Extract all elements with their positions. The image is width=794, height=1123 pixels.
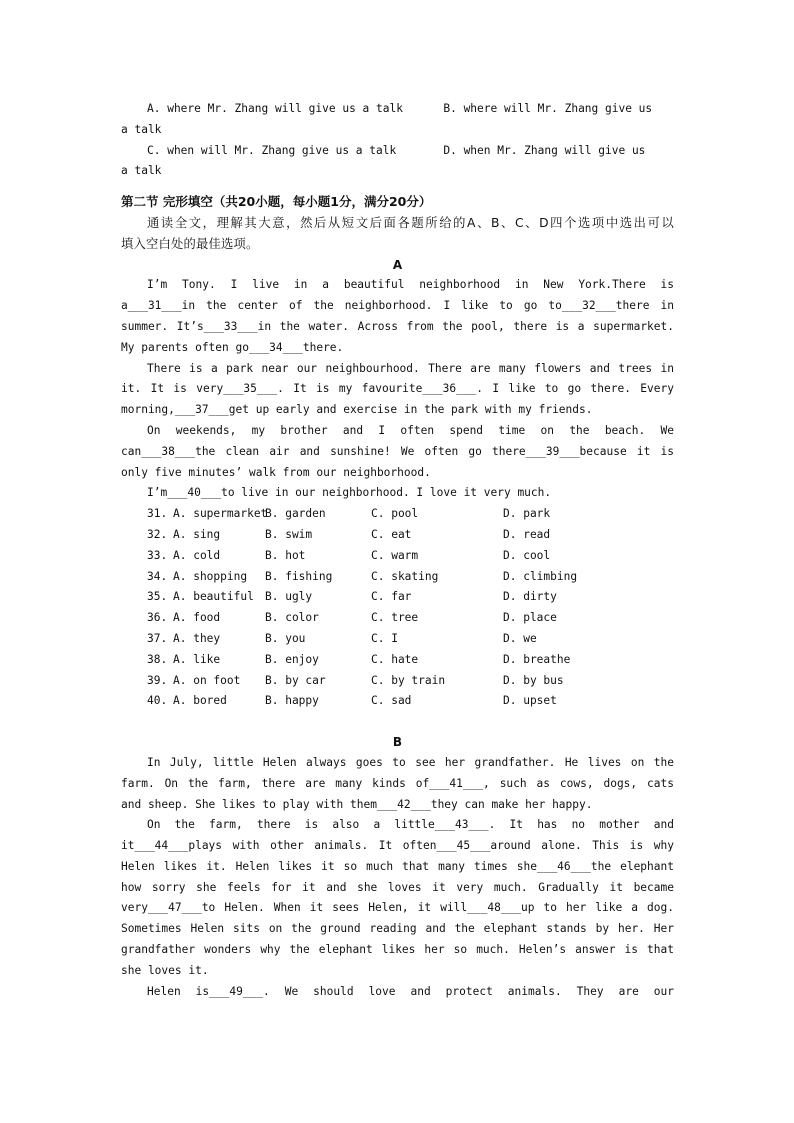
section-heading: 第二节 完形填空（共20小题，每小题1分，满分20分）: [121, 194, 432, 210]
option-c: C. tree: [371, 611, 419, 625]
question-number: 31.: [147, 507, 168, 521]
question-number: 38.: [147, 652, 168, 666]
option-b: B. happy: [265, 694, 319, 708]
option-row: [121, 671, 674, 692]
option-row: [121, 504, 674, 525]
question-number: 34.: [147, 569, 168, 583]
option-c: C. by train: [371, 673, 446, 687]
option-row: [121, 650, 674, 671]
option-c: C. eat: [371, 527, 412, 541]
option-b: B. ugly: [265, 590, 313, 604]
option-b: B. garden: [265, 507, 326, 521]
option-d: D. place: [503, 611, 557, 625]
option-row: [121, 546, 674, 567]
passage-line: I’m Tony. I live in a beautiful neighborhood in New York.There is: [147, 278, 674, 292]
passage-line: it___44___plays with other animals. It often___45___around alone. This is why: [121, 839, 674, 853]
option-a: A. on foot: [173, 673, 241, 687]
option-a: A. food: [173, 611, 221, 625]
option-d: D. we: [503, 631, 537, 645]
option-b: B. you: [265, 631, 306, 645]
option-a: A. supermarket: [173, 507, 268, 521]
option-d: D. breathe: [503, 652, 571, 666]
option-line-ab: A. where Mr. Zhang will give us a talk B. where will Mr. Zhang give us: [147, 102, 653, 115]
section-instruction-2: 填入空白处的最佳选项。: [121, 236, 259, 251]
option-row: [121, 608, 674, 629]
question-number: 40.: [147, 694, 168, 708]
option-d: D. cool: [503, 548, 551, 562]
passage-line: how sorry she feels for it and she loves it very much. Gradually it became: [121, 880, 674, 894]
passage-line: Helen likes it. Helen likes it so much that many times she___46___the elephant: [121, 859, 674, 873]
option-d: D. dirty: [503, 590, 557, 604]
question-number: 32.: [147, 527, 168, 541]
passage-line: On the farm, there is also a little___43___. It has no mother and: [147, 818, 674, 832]
previous-question-options: [121, 99, 674, 182]
question-number: 39.: [147, 673, 168, 687]
passage-line: Sometimes Helen sits on the ground reading and the elephant stands by her. Her: [121, 922, 674, 936]
option-a: A. sing: [173, 527, 221, 541]
option-a: A. like: [173, 652, 221, 666]
passage-line: My parents often go___34___there.: [121, 340, 344, 354]
option-d: D. by bus: [503, 673, 564, 687]
passage-a-options: [121, 504, 674, 712]
option-b: B. enjoy: [265, 652, 319, 666]
option-d: D. upset: [503, 694, 557, 708]
option-a: A. cold: [173, 548, 221, 562]
passage-line: In July, little Helen always goes to see her grandfather. He lives on the: [147, 755, 674, 769]
option-c: C. far: [371, 590, 412, 604]
passage-line: a___31___in the center of the neighborhood. I like to go to___32___there in: [121, 299, 674, 313]
option-c: C. pool: [371, 507, 419, 521]
option-a: A. shopping: [173, 569, 248, 583]
option-line-cd-cont: a talk: [121, 164, 162, 178]
passage-line: it. It is very___35___. It is my favourite___36___. I like to go there. Every: [121, 382, 674, 396]
option-b: B. swim: [265, 527, 313, 541]
option-c: C. skating: [371, 569, 439, 583]
option-line-cd: C. when will Mr. Zhang give us a talk D. when Mr. Zhang will give us: [147, 143, 646, 157]
passage-line: Helen is___49___. We should love and protect animals. They are our: [147, 984, 674, 998]
question-number: 37.: [147, 631, 168, 645]
option-a: A. bored: [173, 694, 227, 708]
option-row: [121, 629, 674, 650]
passage-line: and sheep. She likes to play with them___42___they can make her happy.: [121, 797, 593, 811]
option-c: C. I: [371, 631, 398, 645]
option-d: D. climbing: [503, 569, 578, 583]
option-b: B. color: [265, 611, 319, 625]
passage-a-label: A: [392, 257, 403, 272]
question-number: 33.: [147, 548, 168, 562]
option-d: D. park: [503, 507, 551, 521]
option-b: B. by car: [265, 673, 326, 687]
passage-line: On weekends, my brother and I often spend time on the beach. We: [147, 423, 674, 437]
option-a: A. beautiful: [173, 590, 254, 604]
option-row: [121, 567, 674, 588]
passage-line: morning,___37___get up early and exercise in the park with my friends.: [121, 403, 593, 417]
passage-line: can___38___the clean air and sunshine! We often go there___39___because it is: [121, 444, 674, 458]
passage-b-text: [121, 753, 674, 1003]
option-c: C. hate: [371, 652, 419, 666]
section-instruction-1: 通读全文，理解其大意，然后从短文后面各题所给的A、B、C、D四个选项中选出可以: [147, 215, 674, 230]
option-line-ab-cont: a talk: [121, 122, 162, 136]
option-c: C. warm: [371, 548, 419, 562]
passage-line: only five minutes’ walk from our neighborhood.: [121, 465, 431, 479]
option-row: [121, 587, 674, 608]
option-c: C. sad: [371, 694, 412, 708]
option-row: [121, 525, 674, 546]
passage-line: farm. On the farm, there are many kinds of___41___, such as cows, dogs, cats: [121, 776, 674, 790]
option-b: B. hot: [265, 548, 306, 562]
passage-a-text: [121, 275, 674, 504]
passage-b-label: B: [392, 735, 403, 750]
question-number: 35.: [147, 590, 168, 604]
question-number: 36.: [147, 611, 168, 625]
option-row: [121, 691, 674, 712]
passage-line: very___47___to Helen. When it sees Helen, it will___48___up to her like a dog.: [121, 901, 674, 915]
option-d: D. read: [503, 527, 551, 541]
passage-line: she loves it.: [121, 963, 209, 977]
exam-page: [121, 99, 674, 1002]
passage-line: summer. It’s___33___in the water. Across from the pool, there is a supermarket.: [121, 319, 674, 333]
passage-line: grandfather wonders why the elephant likes her so much. Helen’s answer is that: [121, 943, 674, 957]
passage-line: There is a park near our neighbourhood. There are many flowers and trees in: [147, 361, 674, 375]
option-b: B. fishing: [265, 569, 333, 583]
option-a: A. they: [173, 631, 221, 645]
passage-line: I’m___40___to live in our neighborhood. I love it very much.: [147, 486, 552, 500]
